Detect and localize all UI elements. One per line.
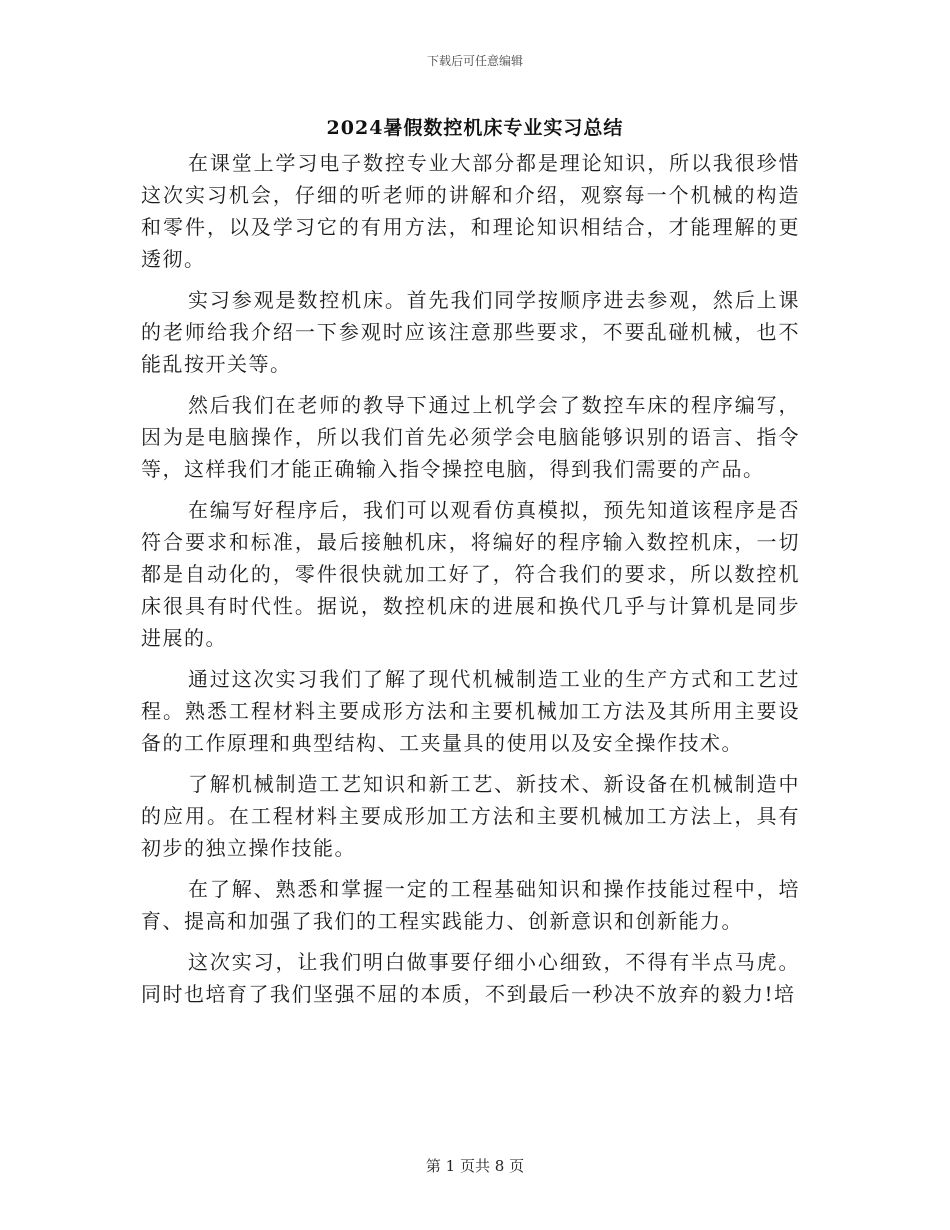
paragraph-8: 这次实习，让我们明白做事要仔细小心细致，不得有半点马虎。同时也培育了我们坚强不屈的本质，不到最后一秒决不放弃的毅力!培 <box>141 950 800 1006</box>
paragraph-4: 在编写好程序后，我们可以观看仿真模拟，预先知道该程序是否符合要求和标准，最后接触机床，将编好的程序输入数控机床，一切都是自动化的，零件很快就加工好了，符合我们的要求，所以数控机床很具有时代性。据说，数控机床的进展和换代几乎与计算机是同步进展的。 <box>141 498 800 650</box>
page-number-footer: 第 1 页共 8 页 <box>425 1157 525 1175</box>
paragraph-2: 实习参观是数控机床。首先我们同学按顺序进去参观，然后上课的老师给我介绍一下参观时应该注意那些要求，不要乱碰机械，也不能乱按开关等。 <box>141 288 800 376</box>
document-body <box>141 147 800 1019</box>
paragraph-1: 在课堂上学习电子数控专业大部分都是理论知识，所以我很珍惜这次实习机会，仔细的听老师的讲解和介绍，观察每一个机械的构造和零件，以及学习它的有用方法，和理论知识相结合，才能理解的更透彻。 <box>141 151 800 271</box>
document-title: 2024暑假数控机床专业实习总结 <box>326 117 624 139</box>
paragraph-3: 然后我们在老师的教导下通过上机学会了数控车床的程序编写，因为是电脑操作，所以我们首先必须学会电脑能够识别的语言、指令等，这样我们才能正确输入指令操控电脑，得到我们需要的产品。 <box>141 393 800 481</box>
paragraph-5: 通过这次实习我们了解了现代机械制造工业的生产方式和工艺过程。熟悉工程材料主要成形方法和主要机械加工方法及其所用主要设备的工作原理和典型结构、工夹量具的使用以及安全操作技术。 <box>141 667 800 755</box>
paragraph-7: 在了解、熟悉和掌握一定的工程基础知识和操作技能过程中，培育、提高和加强了我们的工程实践能力、创新意识和创新能力。 <box>141 877 800 933</box>
paragraph-6: 了解机械制造工艺知识和新工艺、新技术、新设备在机械制造中的应用。在工程材料主要成形加工方法和主要机械加工方法上，具有初步的独立操作技能。 <box>141 772 800 860</box>
header-note: 下载后可任意编辑 <box>426 54 523 68</box>
